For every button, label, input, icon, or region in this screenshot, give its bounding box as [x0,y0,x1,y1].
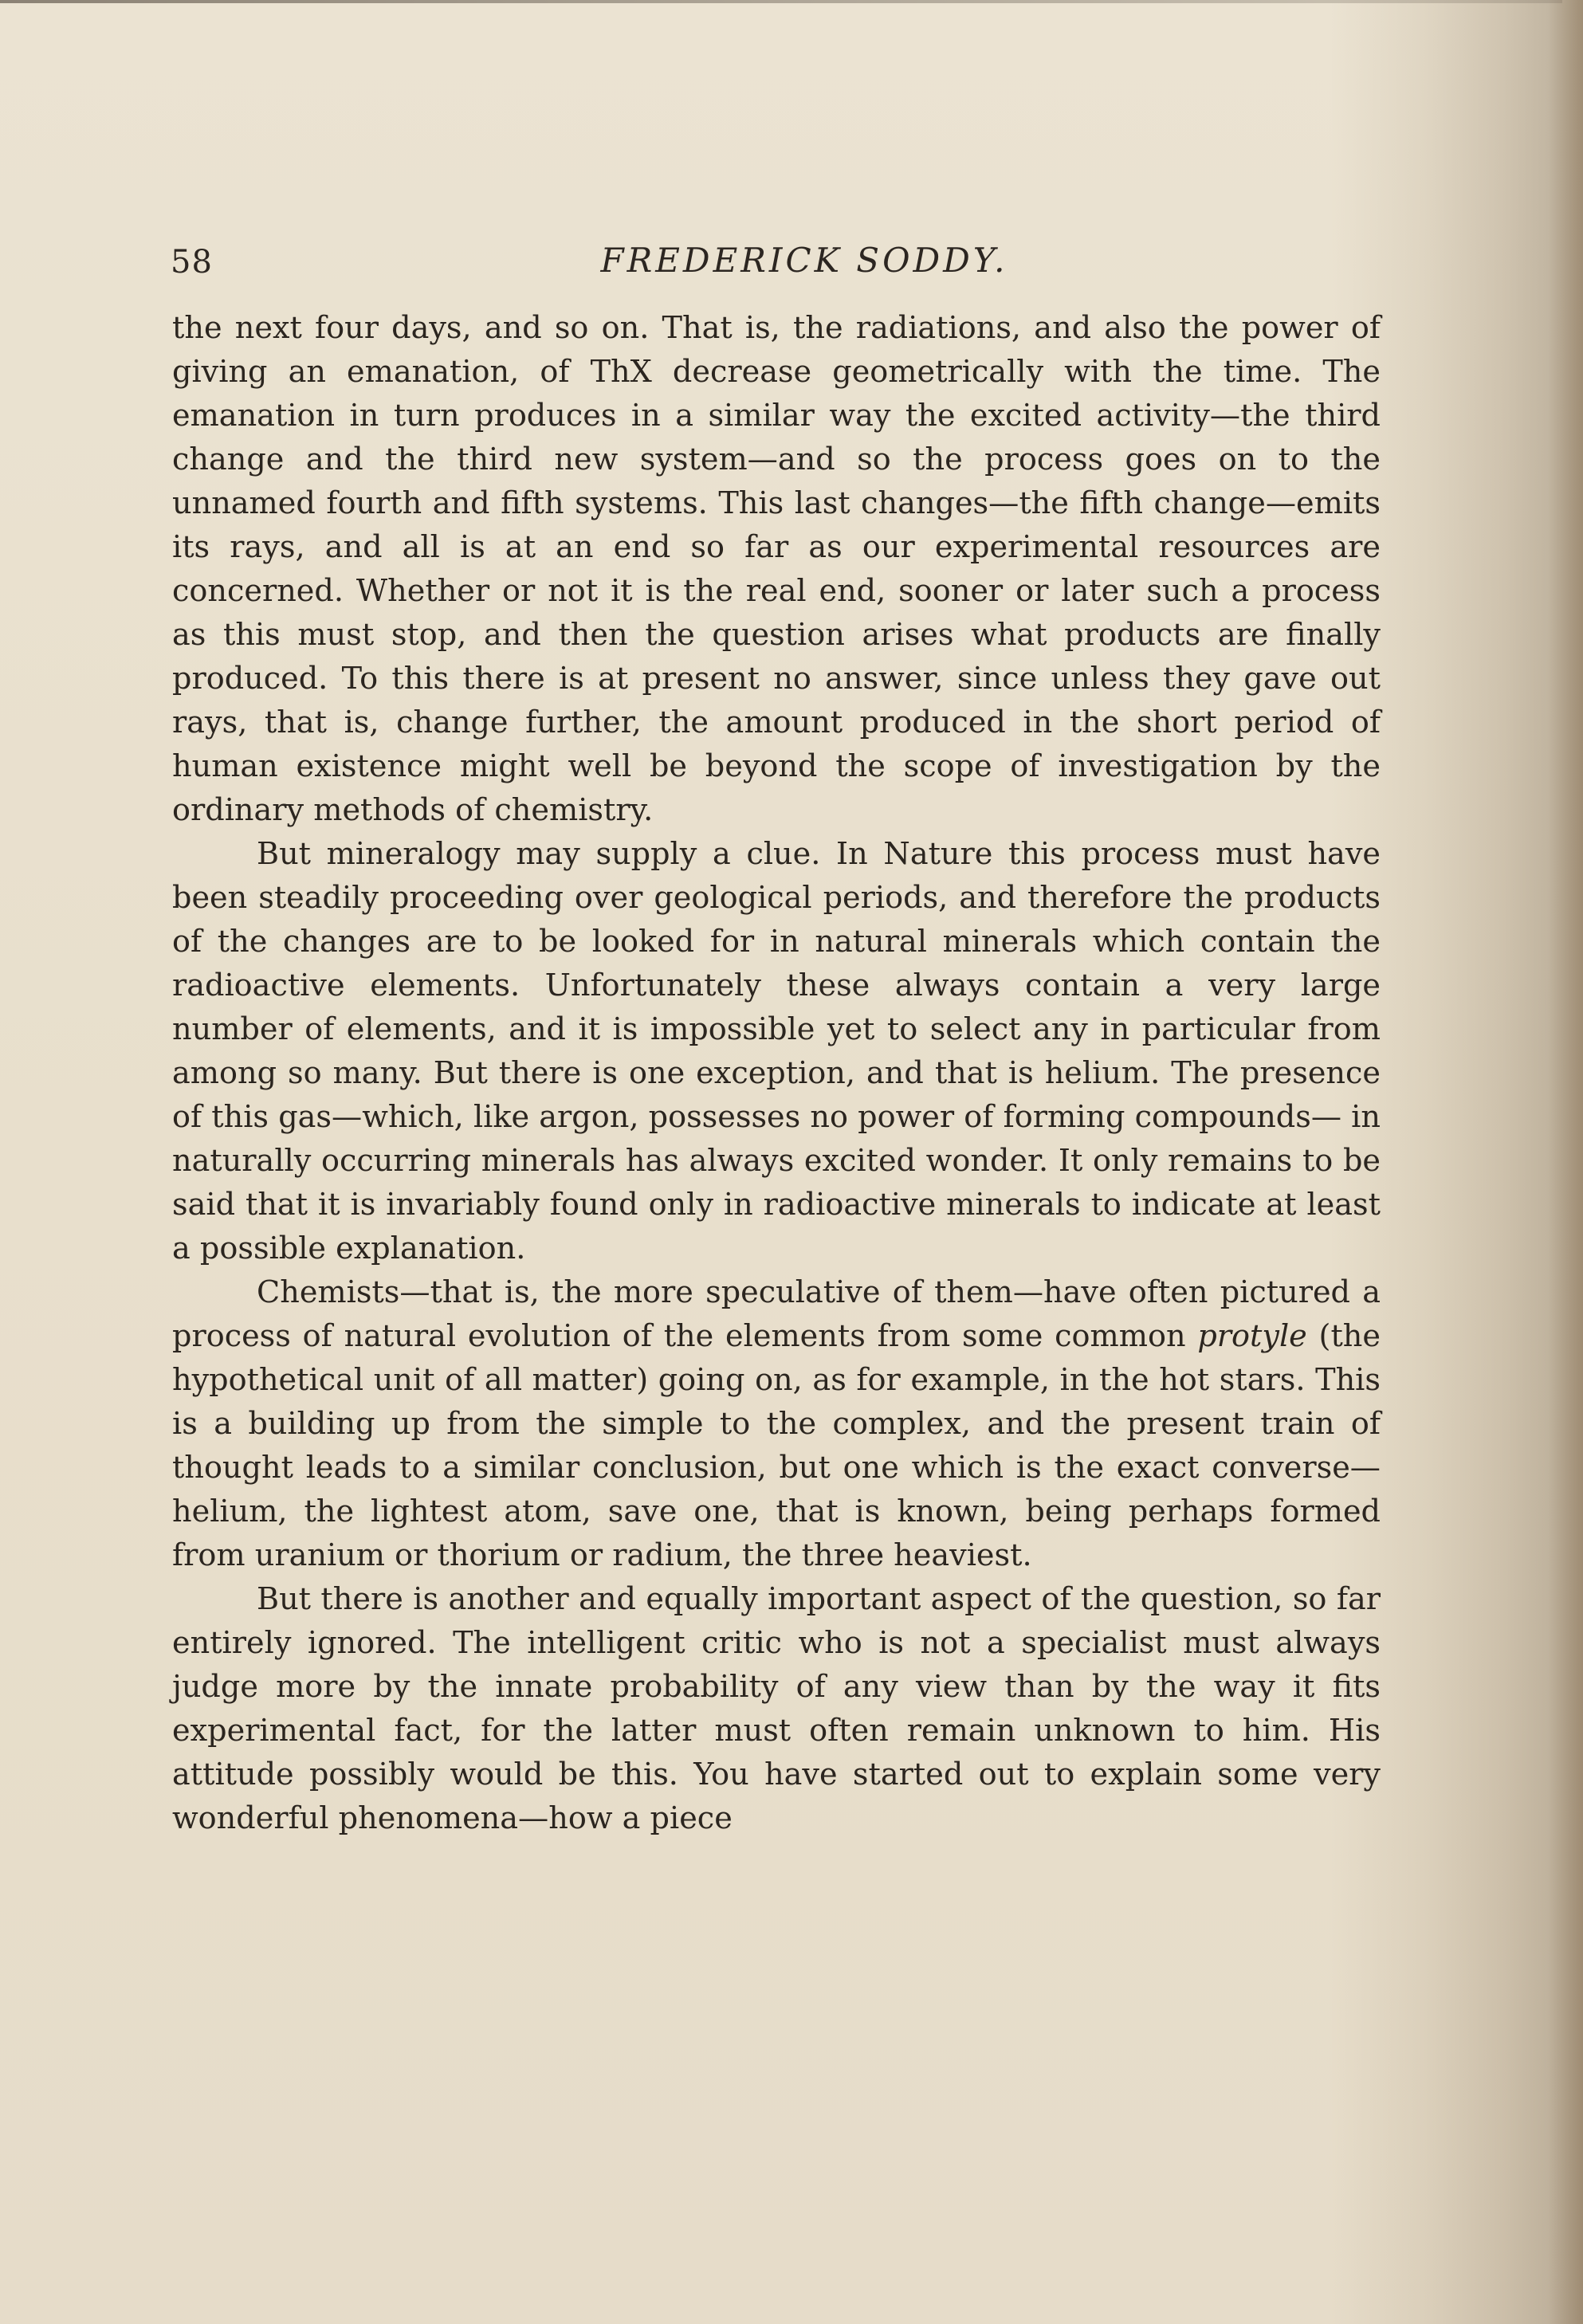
page-edge-shadow [1548,0,1583,2324]
paragraph-4: But there is another and equally important aspect of the question, so far entirely ignored. The intelligent critic who is not a specialist must always judge more by the innate probability of any view than by the way it fits experimental fact, for the latter must often remain unknown to him. His attitude possibly would be this. You have started out to explain some very wonderful phenomena—how a piece [172,1582,1381,1836]
paragraph-3-part-1: Chemists—that is, the more speculative of them—have often pictured a process of natural evolution of the elements from some common [172,1275,1381,1354]
body-text [172,307,1381,1841]
page-top-edge [0,0,1562,3]
page-header [171,236,1382,292]
running-head: FREDERICK SODDY. [600,241,1008,280]
paragraph-1: the next four days, and so on. That is, the radiations, and also the power of giving an emanation, of ThX decrease geometrically with the time. The emanation in turn produces in a similar way the excited activity—the third change and the third new system—and so the process goes on to the unnamed fourth and fifth systems. This last changes—the fifth change—emits its rays, and all is at an end so far as our experimental resources are concerned. Whether or not it is the real end, sooner or later such a process as this must stop, and then the question arises what products are finally produced. To this there is at present no answer, since unless they gave out rays, that is, change further, the amount produced in the short period of human existence might well be beyond the scope of investigation by the ordinary methods of chemistry. [172,311,1381,828]
protyle-term: protyle [1197,1319,1307,1354]
paragraph-3 [172,1271,1381,1578]
page-number: 58 [171,244,213,281]
paragraph-2: But mineralogy may supply a clue. In Nature this process must have been steadily proceeding over geological periods, and therefore the products of the changes are to be looked for in natural minerals which contain the radioactive elements. Unfortunately these always contain a very large number of elements, and it is impossible yet to select any in particular from among so many. But there is one exception, and that is helium. The presence of this gas—which, like argon, possesses no power of forming compounds— in naturally occurring minerals has always excited wonder. It only remains to be said that it is invariably found only in radioactive minerals to indicate at least a possible explanation. [172,837,1381,1266]
paragraph-3-part-2: (the hypothetical unit of all matter) going on, as for example, in the hot stars. This is a building up from the simple to the complex, and the present train of thought leads to a similar conclusion, but one which is the exact converse—helium, the lightest atom, save one, that is known, being perhaps formed from uranium or thorium or radium, the three heaviest. [172,1319,1381,1573]
